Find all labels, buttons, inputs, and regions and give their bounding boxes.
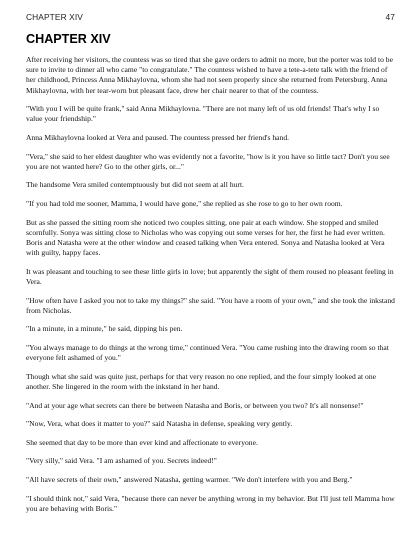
paragraph: "If you had told me sooner, Mamma, I would have gone," she replied as she rose to go to her own room. — [26, 198, 343, 208]
page-number: 47 — [385, 12, 395, 22]
paragraph: "All have secrets of their own," answered Natasha, getting warmer. "We don't interfere with you and Berg." — [26, 474, 353, 484]
paragraph: "And at your age what secrets can there be between Natasha and Boris, or between you two? It's all nonsense!" — [26, 400, 364, 410]
paragraph: "In a minute, in a minute," he said, dipping his pen. — [26, 324, 183, 334]
body-text — [26, 55, 395, 514]
paragraph: The handsome Vera smiled contemptuously but did not seem at all hurt. — [26, 180, 244, 190]
paragraph: "Now, Vera, what does it matter to you?" said Natasha in defense, speaking very gently. — [26, 419, 293, 429]
paragraph: "Vera," she said to her eldest daughter who was evidently not a favorite, "how is it you have so little tact? Don't you see you are not wanted here? Go to the other girls, or..." — [26, 151, 390, 171]
paragraph: "With you I will be quite frank," said Anna Mikhaylovna. "There are not many left of us old friends! That's why I so value your friendship." — [26, 104, 380, 124]
paragraph: Anna Mikhaylovna looked at Vera and paused. The countess pressed her friend's hand. — [26, 133, 290, 142]
paragraph: "How often have I asked you not to take my things?" she said. "You have a room of your own," and she took the inkstand from Nicholas. — [26, 295, 395, 315]
paragraph: But as she passed the sitting room she noticed two couples sitting, one pair at each window. She stopped and smiled scornfully. Sonya was sitting close to Nicholas who was copying out some verses for her, the first he had ever written. Boris and Natasha were at the other window and ceased talking when Vera entered. Sonya and Natasha looked at Vera with guilty, happy faces. — [26, 217, 385, 258]
running-title: CHAPTER XIV — [26, 12, 83, 22]
paragraph: After receiving her visitors, the countess was so tired that she gave orders to admit no more, but the porter was told to be sure to invite to dinner all who came "to congratulate." The countess wished to have a tete-a-tete talk with the friend of her childhood, Princess Anna Mikhaylovna, whom she had not seen properly since she returned from Petersburg. Anna Mikhaylovna, with her tear-worn but pleasant face, drew her chair nearer to that of the countess. — [26, 55, 393, 95]
page-header — [26, 12, 395, 26]
paragraph: It was pleasant and touching to see these little girls in love; but apparently the sight of them roused no pleasant feeling in Vera. — [26, 266, 394, 286]
paragraph: Though what she said was quite just, perhaps for that very reason no one replied, and the four simply looked at one another. She lingered in the room with the inkstand in her hand. — [26, 371, 376, 391]
paragraph: "I should think not," said Vera, "because there can never be anything wrong in my behavior. But I'll just tell Mamma how you are behaving with Boris." — [26, 493, 395, 513]
paragraph: "Very silly," said Vera. "I am ashamed of you. Secrets indeed!" — [26, 456, 217, 466]
paragraph: "You always manage to do things at the wrong time," continued Vera. "You came rushing into the drawing room so that everyone felt ashamed of you." — [26, 342, 389, 363]
chapter-title: CHAPTER XIV — [26, 32, 111, 46]
paragraph: She seemed that day to be more than ever kind and affectionate to everyone. — [26, 437, 258, 447]
